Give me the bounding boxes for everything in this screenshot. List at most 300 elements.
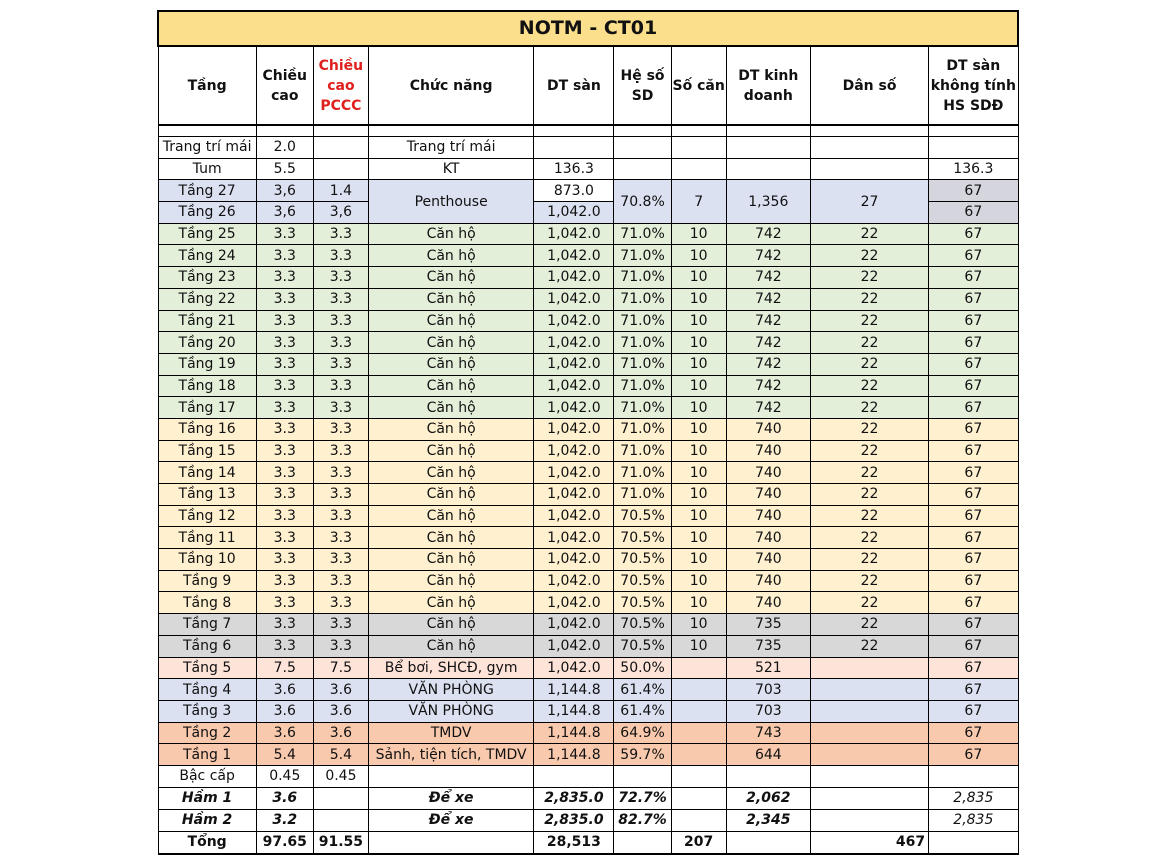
cell-dan-so: 22 — [810, 570, 928, 592]
cell-empty — [810, 765, 928, 787]
cell-dt-kinh-doanh: 742 — [726, 310, 810, 332]
cell-so-can: 10 — [671, 288, 726, 310]
cell-chieu-cao-pccc: 3.6 — [313, 722, 368, 744]
cell-chieu-cao: 3.3 — [256, 484, 313, 506]
cell-dt-kinh-doanh: 2,062 — [726, 787, 810, 809]
cell-tang: Tầng 23 — [158, 267, 256, 289]
cell-he-so: 50.0% — [614, 657, 671, 679]
cell-tang: Tầng 5 — [158, 657, 256, 679]
cell-he-so: 82.7% — [614, 809, 671, 831]
cell-chieu-cao: 3,6 — [256, 180, 313, 202]
table-row-ham-2 — [158, 809, 1018, 831]
cell-dt-kinh-doanh: 740 — [726, 592, 810, 614]
cell-dt-kinh-doanh: 740 — [726, 527, 810, 549]
cell-dt-khong-tinh: 67 — [929, 549, 1018, 571]
cell-chieu-cao-pccc: 3.3 — [313, 549, 368, 571]
floor-area-table — [157, 10, 1019, 855]
cell-chieu-cao-pccc: 3.6 — [313, 700, 368, 722]
cell-dt-khong-tinh: 2,835 — [929, 787, 1018, 809]
cell-chuc-nang: Căn hộ — [368, 635, 533, 657]
cell-dt-khong-tinh: 67 — [929, 353, 1018, 375]
cell-chieu-cao-pccc: 3.3 — [313, 418, 368, 440]
cell-chuc-nang: Bể bơi, SHCĐ, gym — [368, 657, 533, 679]
cell-chieu-cao: 3.3 — [256, 245, 313, 267]
cell-dan-so — [810, 137, 928, 159]
cell-he-so: 70.5% — [614, 527, 671, 549]
cell-chuc-nang: Để xe — [368, 787, 533, 809]
cell-dt-khong-tinh: 67 — [929, 375, 1018, 397]
cell-dt-khong-tinh: 67 — [929, 635, 1018, 657]
cell-dt-khong-tinh: 67 — [929, 245, 1018, 267]
cell-dt-kinh-doanh: 742 — [726, 245, 810, 267]
cell-chieu-cao: 3.3 — [256, 353, 313, 375]
cell-empty — [810, 125, 928, 137]
cell-he-so: 70.5% — [614, 614, 671, 636]
cell-dt-san: 1,042.0 — [534, 418, 614, 440]
cell-tang: Tầng 7 — [158, 614, 256, 636]
cell-chieu-cao-pccc: 3.3 — [313, 397, 368, 419]
cell-dt-san: 1,042.0 — [534, 614, 614, 636]
cell-chuc-nang: Căn hộ — [368, 614, 533, 636]
cell-dt-khong-tinh: 67 — [929, 202, 1018, 224]
cell-tang: Tầng 3 — [158, 700, 256, 722]
cell-chieu-cao-pccc: 3.3 — [313, 245, 368, 267]
cell-chieu-cao-pccc: 3.3 — [313, 310, 368, 332]
cell-dt-san: 1,042.0 — [534, 310, 614, 332]
cell-dt-khong-tinh: 67 — [929, 267, 1018, 289]
table-row — [158, 744, 1018, 766]
cell-dan-so: 22 — [810, 592, 928, 614]
cell-dt-khong-tinh: 67 — [929, 657, 1018, 679]
cell-dt-khong-tinh: 67 — [929, 592, 1018, 614]
cell-dt-khong-tinh: 67 — [929, 397, 1018, 419]
cell-dt-san: 1,144.8 — [534, 744, 614, 766]
cell-empty — [929, 125, 1018, 137]
cell-chieu-cao-pccc: 3.3 — [313, 332, 368, 354]
cell-dt-san: 1,042.0 — [534, 527, 614, 549]
cell-dan-so: 22 — [810, 614, 928, 636]
cell-tang: Tầng 10 — [158, 549, 256, 571]
header-dt-san: DT sàn — [534, 46, 614, 125]
cell-dan-so — [810, 722, 928, 744]
cell-dt-kinh-doanh: 742 — [726, 375, 810, 397]
cell-tang: Tum — [158, 158, 256, 180]
cell-dt-san: 1,042.0 — [534, 570, 614, 592]
cell-dan-so — [810, 657, 928, 679]
cell-chuc-nang: Căn hộ — [368, 353, 533, 375]
cell-chieu-cao: 3.3 — [256, 418, 313, 440]
cell-tong-chieu-cao: 97.65 — [256, 831, 313, 854]
cell-dan-so: 22 — [810, 267, 928, 289]
cell-dt-khong-tinh: 67 — [929, 180, 1018, 202]
cell-dt-san: 136.3 — [534, 158, 614, 180]
cell-chuc-nang: Sảnh, tiện tích, TMDV — [368, 744, 533, 766]
table-row — [158, 570, 1018, 592]
table-row — [158, 158, 1018, 180]
cell-dt-kinh-doanh: 740 — [726, 484, 810, 506]
cell-dt-kinh-doanh — [726, 137, 810, 159]
cell-so-can: 10 — [671, 592, 726, 614]
cell-he-so: 71.0% — [614, 375, 671, 397]
cell-dan-so: 22 — [810, 505, 928, 527]
cell-tang: Tầng 17 — [158, 397, 256, 419]
cell-he-so-penthouse: 70.8% — [614, 180, 671, 223]
cell-chuc-nang: Căn hộ — [368, 505, 533, 527]
cell-he-so: 71.0% — [614, 462, 671, 484]
cell-empty — [810, 787, 928, 809]
cell-so-can: 10 — [671, 353, 726, 375]
cell-dt-kinh-doanh: 742 — [726, 332, 810, 354]
cell-chieu-cao-pccc: 3.3 — [313, 375, 368, 397]
cell-chieu-cao-pccc: 3.3 — [313, 484, 368, 506]
cell-dt-san: 1,144.8 — [534, 700, 614, 722]
cell-dt-kinh-doanh: 703 — [726, 700, 810, 722]
cell-chuc-nang: Căn hộ — [368, 375, 533, 397]
cell-chieu-cao: 3.3 — [256, 592, 313, 614]
cell-chieu-cao: 3.3 — [256, 440, 313, 462]
cell-so-can: 10 — [671, 375, 726, 397]
cell-dt-san: 1,042.0 — [534, 223, 614, 245]
cell-dan-so: 22 — [810, 549, 928, 571]
cell-so-can — [671, 700, 726, 722]
cell-dt-kinh-doanh: 742 — [726, 288, 810, 310]
header-tang: Tầng — [158, 46, 256, 125]
cell-he-so: 71.0% — [614, 484, 671, 506]
cell-chuc-nang: Để xe — [368, 809, 533, 831]
cell-so-can: 10 — [671, 267, 726, 289]
table-row — [158, 700, 1018, 722]
cell-dt-khong-tinh: 67 — [929, 223, 1018, 245]
cell-dt-khong-tinh: 67 — [929, 722, 1018, 744]
cell-empty — [534, 765, 614, 787]
cell-he-so: 70.5% — [614, 592, 671, 614]
cell-dt-kinh-doanh: 740 — [726, 549, 810, 571]
cell-empty — [368, 765, 533, 787]
cell-chieu-cao: 0.45 — [256, 765, 313, 787]
cell-tong-so-can: 207 — [671, 831, 726, 854]
cell-dt-kinh-doanh: 740 — [726, 462, 810, 484]
cell-dt-san: 1,042.0 — [534, 462, 614, 484]
cell-dt-khong-tinh: 67 — [929, 462, 1018, 484]
cell-he-so: 70.5% — [614, 505, 671, 527]
header-chuc-nang: Chức năng — [368, 46, 533, 125]
cell-chieu-cao-pccc: 3.3 — [313, 592, 368, 614]
table-row — [158, 614, 1018, 636]
cell-dt-san: 1,042.0 — [534, 549, 614, 571]
cell-dt-kinh-doanh: 742 — [726, 353, 810, 375]
cell-dan-so: 22 — [810, 462, 928, 484]
cell-chuc-nang: VĂN PHÒNG — [368, 700, 533, 722]
cell-so-can: 10 — [671, 484, 726, 506]
cell-dt-san: 1,144.8 — [534, 722, 614, 744]
cell-dt-san: 1,042.0 — [534, 397, 614, 419]
cell-dt-khong-tinh: 67 — [929, 744, 1018, 766]
cell-dt-kinh-doanh: 735 — [726, 635, 810, 657]
cell-tang: Tầng 8 — [158, 592, 256, 614]
cell-tang: Tầng 26 — [158, 202, 256, 224]
cell-dt-kinh-doanh: 742 — [726, 397, 810, 419]
cell-dt-san: 1,042.0 — [534, 288, 614, 310]
cell-dt-khong-tinh: 67 — [929, 288, 1018, 310]
sheet-title: NOTM - CT01 — [158, 11, 1018, 46]
cell-tang: Hầm 1 — [158, 787, 256, 809]
cell-chieu-cao: 3.3 — [256, 635, 313, 657]
cell-dt-khong-tinh: 67 — [929, 440, 1018, 462]
table-row — [158, 310, 1018, 332]
cell-so-can — [671, 137, 726, 159]
cell-chieu-cao: 3.3 — [256, 527, 313, 549]
cell-empty — [313, 809, 368, 831]
cell-dt-khong-tinh: 67 — [929, 700, 1018, 722]
cell-tang: Tầng 13 — [158, 484, 256, 506]
cell-so-can: 10 — [671, 505, 726, 527]
cell-he-so: 71.0% — [614, 418, 671, 440]
cell-dan-so: 22 — [810, 310, 928, 332]
table-row — [158, 722, 1018, 744]
table-row — [158, 288, 1018, 310]
cell-so-can: 10 — [671, 223, 726, 245]
cell-so-can: 10 — [671, 310, 726, 332]
cell-dt-san: 2,835.0 — [534, 787, 614, 809]
cell-empty — [313, 125, 368, 137]
cell-tang: Tầng 21 — [158, 310, 256, 332]
cell-dan-so: 22 — [810, 288, 928, 310]
cell-dt-san: 2,835.0 — [534, 809, 614, 831]
cell-chieu-cao: 3.3 — [256, 549, 313, 571]
cell-tang: Trang trí mái — [158, 137, 256, 159]
cell-chieu-cao: 3.6 — [256, 722, 313, 744]
cell-empty — [368, 125, 533, 137]
cell-dt-kinh-doanh: 703 — [726, 679, 810, 701]
cell-he-so: 71.0% — [614, 440, 671, 462]
cell-he-so: 59.7% — [614, 744, 671, 766]
header-dt-kinh-doanh: DT kinh doanh — [726, 46, 810, 125]
table-row — [158, 375, 1018, 397]
cell-dt-san: 1,042.0 — [534, 245, 614, 267]
cell-chieu-cao: 3.6 — [256, 700, 313, 722]
header-so-can: Số căn — [671, 46, 726, 125]
cell-he-so: 71.0% — [614, 288, 671, 310]
cell-dt-khong-tinh: 67 — [929, 484, 1018, 506]
header-dt-san-khong-tinh: DT sàn không tính HS SDĐ — [929, 46, 1018, 125]
table-row — [158, 137, 1018, 159]
cell-dan-so: 22 — [810, 440, 928, 462]
cell-empty — [534, 125, 614, 137]
cell-so-can-penthouse: 7 — [671, 180, 726, 223]
table-row — [158, 180, 1018, 202]
cell-dt-khong-tinh: 67 — [929, 505, 1018, 527]
cell-tang: Tầng 15 — [158, 440, 256, 462]
table-row-ham-1 — [158, 787, 1018, 809]
cell-empty — [256, 125, 313, 137]
cell-dan-so: 22 — [810, 332, 928, 354]
cell-chieu-cao: 3.3 — [256, 614, 313, 636]
cell-chuc-nang: Căn hộ — [368, 549, 533, 571]
cell-chuc-nang: KT — [368, 158, 533, 180]
cell-tang: Tầng 22 — [158, 288, 256, 310]
cell-chuc-nang: Căn hộ — [368, 418, 533, 440]
cell-he-so: 61.4% — [614, 700, 671, 722]
cell-empty — [929, 831, 1018, 854]
cell-chieu-cao-pccc: 3.3 — [313, 614, 368, 636]
cell-empty — [726, 831, 810, 854]
cell-he-so: 72.7% — [614, 787, 671, 809]
main-rows — [158, 223, 1018, 765]
cell-dt-khong-tinh: 136.3 — [929, 158, 1018, 180]
cell-dt-khong-tinh — [929, 137, 1018, 159]
cell-dan-so: 22 — [810, 635, 928, 657]
cell-dt-san: 1,042.0 — [534, 267, 614, 289]
cell-chuc-nang: Căn hộ — [368, 484, 533, 506]
cell-dan-so: 22 — [810, 418, 928, 440]
cell-chieu-cao-pccc: 3.3 — [313, 223, 368, 245]
cell-empty — [614, 765, 671, 787]
table-row — [158, 418, 1018, 440]
cell-dan-so: 22 — [810, 397, 928, 419]
cell-empty — [158, 125, 256, 137]
table-row — [158, 527, 1018, 549]
table-row — [158, 440, 1018, 462]
cell-so-can: 10 — [671, 418, 726, 440]
cell-so-can — [671, 679, 726, 701]
cell-dt-san: 1,144.8 — [534, 679, 614, 701]
cell-dt-kinh-doanh: 742 — [726, 223, 810, 245]
table-row-bac-cap — [158, 765, 1018, 787]
header-chieu-cao: Chiều cao — [256, 46, 313, 125]
cell-chieu-cao-pccc: 3.6 — [313, 679, 368, 701]
table-row — [158, 679, 1018, 701]
cell-dan-so: 22 — [810, 527, 928, 549]
cell-dt-kinh-doanh: 735 — [726, 614, 810, 636]
cell-chieu-cao-pccc: 3,6 — [313, 202, 368, 224]
table-row — [158, 657, 1018, 679]
cell-dt-san: 1,042.0 — [534, 484, 614, 506]
cell-tong-dt-san: 28,513 — [534, 831, 614, 854]
cell-dt-kinh-doanh: 742 — [726, 267, 810, 289]
table-row — [158, 353, 1018, 375]
cell-chieu-cao: 3.3 — [256, 397, 313, 419]
cell-chuc-nang: Căn hộ — [368, 592, 533, 614]
cell-dt-san: 873.0 — [534, 180, 614, 202]
table-row — [158, 635, 1018, 657]
cell-dan-so — [810, 679, 928, 701]
cell-empty — [614, 831, 671, 854]
cell-chieu-cao: 3.6 — [256, 787, 313, 809]
cell-dan-so-penthouse: 27 — [810, 180, 928, 223]
cell-so-can — [671, 744, 726, 766]
cell-he-so: 71.0% — [614, 353, 671, 375]
cell-dt-kinh-doanh-penthouse: 1,356 — [726, 180, 810, 223]
cell-so-can — [671, 722, 726, 744]
cell-dan-so: 22 — [810, 353, 928, 375]
table-row-tong — [158, 831, 1018, 854]
cell-he-so: 61.4% — [614, 679, 671, 701]
table-row — [158, 484, 1018, 506]
cell-chieu-cao-pccc: 7.5 — [313, 657, 368, 679]
cell-chieu-cao-pccc: 1.4 — [313, 180, 368, 202]
cell-chuc-nang: Căn hộ — [368, 570, 533, 592]
cell-dt-khong-tinh: 2,835 — [929, 809, 1018, 831]
cell-he-so: 71.0% — [614, 267, 671, 289]
cell-chieu-cao-pccc — [313, 158, 368, 180]
cell-chuc-nang: Căn hộ — [368, 223, 533, 245]
cell-dt-kinh-doanh: 740 — [726, 505, 810, 527]
cell-chieu-cao-pccc: 3.3 — [313, 353, 368, 375]
table-row — [158, 505, 1018, 527]
cell-he-so: 70.5% — [614, 635, 671, 657]
cell-he-so — [614, 158, 671, 180]
cell-tang: Hầm 2 — [158, 809, 256, 831]
cell-so-can: 10 — [671, 462, 726, 484]
table-row — [158, 245, 1018, 267]
cell-dan-so: 22 — [810, 375, 928, 397]
cell-dt-san: 1,042.0 — [534, 657, 614, 679]
cell-so-can: 10 — [671, 397, 726, 419]
cell-dt-san: 1,042.0 — [534, 375, 614, 397]
cell-empty — [368, 831, 533, 854]
header-he-so-sd: Hệ số SD — [614, 46, 671, 125]
table-row — [158, 332, 1018, 354]
cell-dt-khong-tinh: 67 — [929, 527, 1018, 549]
cell-chieu-cao-pccc: 3.3 — [313, 527, 368, 549]
cell-chieu-cao: 3.3 — [256, 310, 313, 332]
cell-chieu-cao: 5.4 — [256, 744, 313, 766]
cell-he-so: 70.5% — [614, 570, 671, 592]
cell-dt-kinh-doanh: 740 — [726, 418, 810, 440]
cell-chieu-cao: 5.5 — [256, 158, 313, 180]
cell-tang: Tầng 18 — [158, 375, 256, 397]
cell-dt-kinh-doanh — [726, 158, 810, 180]
cell-dan-so: 22 — [810, 484, 928, 506]
cell-he-so: 64.9% — [614, 722, 671, 744]
cell-dt-san: 1,042.0 — [534, 592, 614, 614]
cell-dt-san: 1,042.0 — [534, 440, 614, 462]
cell-dt-khong-tinh: 67 — [929, 570, 1018, 592]
cell-chieu-cao: 3.3 — [256, 462, 313, 484]
cell-chuc-nang: Căn hộ — [368, 527, 533, 549]
cell-tang: Tầng 16 — [158, 418, 256, 440]
cell-so-can: 10 — [671, 570, 726, 592]
cell-chuc-nang: Căn hộ — [368, 267, 533, 289]
cell-so-can: 10 — [671, 635, 726, 657]
cell-chuc-nang: Căn hộ — [368, 462, 533, 484]
cell-chuc-nang: Căn hộ — [368, 332, 533, 354]
cell-tang: Tầng 25 — [158, 223, 256, 245]
cell-dt-san: 1,042.0 — [534, 332, 614, 354]
cell-tang: Tầng 12 — [158, 505, 256, 527]
cell-tang: Tầng 6 — [158, 635, 256, 657]
cell-chuc-nang: TMDV — [368, 722, 533, 744]
cell-dt-san: 1,042.0 — [534, 202, 614, 224]
cell-dt-khong-tinh: 67 — [929, 332, 1018, 354]
cell-chieu-cao: 7.5 — [256, 657, 313, 679]
table-row — [158, 223, 1018, 245]
cell-chieu-cao: 3.3 — [256, 570, 313, 592]
cell-chieu-cao: 3.3 — [256, 223, 313, 245]
cell-empty — [726, 125, 810, 137]
cell-tang: Tầng 4 — [158, 679, 256, 701]
cell-tang: Tầng 20 — [158, 332, 256, 354]
cell-chieu-cao-pccc: 3.3 — [313, 267, 368, 289]
cell-dan-so — [810, 700, 928, 722]
table-row — [158, 267, 1018, 289]
cell-chuc-nang-penthouse: Penthouse — [368, 180, 533, 223]
cell-so-can: 10 — [671, 245, 726, 267]
cell-chieu-cao-pccc: 0.45 — [313, 765, 368, 787]
cell-tong-chieu-cao-pccc: 91.55 — [313, 831, 368, 854]
cell-tong-dan-so: 467 — [810, 831, 928, 854]
cell-tong-label: Tổng — [158, 831, 256, 854]
